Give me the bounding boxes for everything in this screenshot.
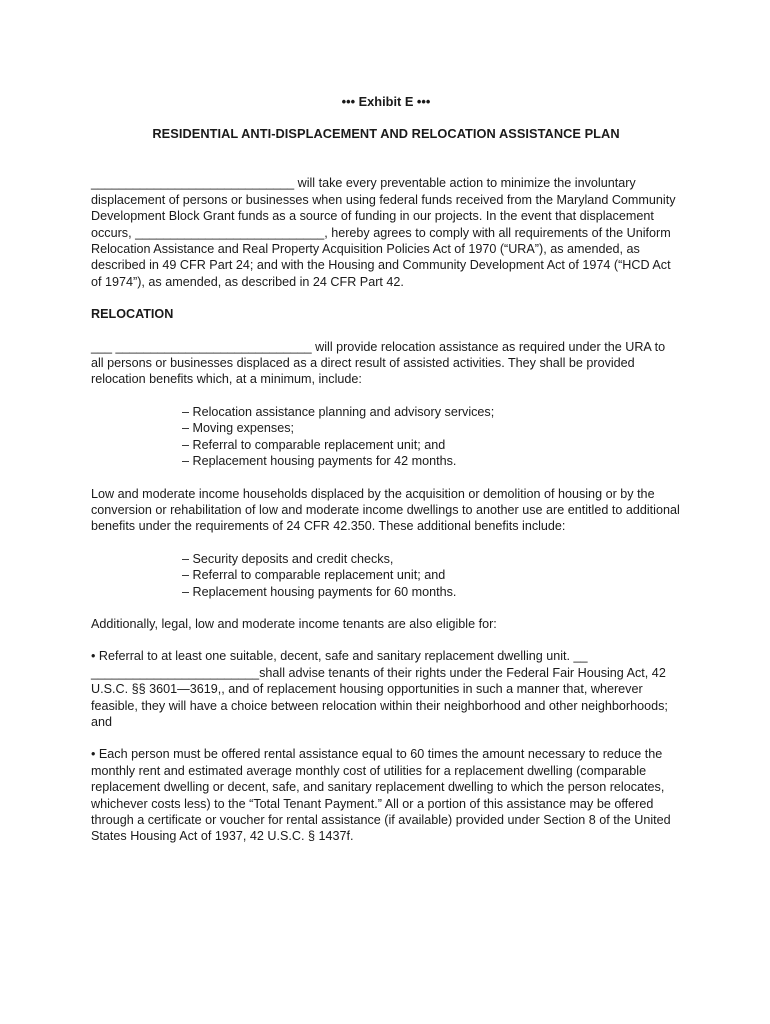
list-item: – Referral to comparable replacement unit; and: [182, 568, 446, 583]
additional-benefits-list: [182, 551, 681, 600]
rental-assistance-paragraph: • Each person must be offered rental assistance equal to 60 times the amount necessary to reduce the monthly rent and estimated average monthly cost of utilities for a replacement dwelling (comparable replacement dwelling or decent, safe, and sanitary replacement dwelling to which the person relocates, whichever costs less) to the “Total Tenant Payment.” All or a portion of this assistance may be offered through a certificate or voucher for rental assistance (if available) provided under Section 8 of the United States Housing Act of 1937, 42 U.S.C. § 1437f.: [91, 747, 671, 844]
list-item: – Moving expenses;: [182, 421, 295, 436]
relocation-benefits-list: [182, 404, 681, 470]
list-item: – Security deposits and credit checks,: [182, 551, 394, 566]
low-income-paragraph: Low and moderate income households displaced by the acquisition or demolition of housing or by the conversion or rehabilitation of low and moderate income dwellings to another use are entitled to additional benefits under the requirements of 24 CFR 42.350. These additional benefits include:: [91, 486, 680, 534]
referral-paragraph: • Referral to at least one suitable, decent, safe and sanitary replacement dwelling unit. __ ________________________shall advise tenants of their rights under the Federal Fair Housing Act, 42 U.S.C. §§ 3601—3619,, and of replacement housing opportunities in such a manner that, wherever feasible, they will have a choice between relocation within their neighborhood and other neighborhoods; and: [91, 649, 668, 729]
document-title: RESIDENTIAL ANTI-DISPLACEMENT AND RELOCATION ASSISTANCE PLAN: [152, 126, 620, 141]
document-page: [91, 94, 681, 845]
tenants-paragraph: Additionally, legal, low and moderate income tenants are also eligible for:: [91, 616, 497, 631]
list-item: – Replacement housing payments for 60 months.: [182, 584, 457, 599]
list-item: – Referral to comparable replacement unit; and: [182, 437, 446, 452]
list-item: – Relocation assistance planning and advisory services;: [182, 404, 495, 419]
list-item: – Replacement housing payments for 42 months.: [182, 454, 457, 469]
intro-paragraph: _____________________________ will take every preventable action to minimize the involuntary displacement of persons or businesses when using federal funds received from the Maryland Community Development Block Grant funds as a source of funding in our projects. In the event that displacement occurs, ___________________________, hereby agrees to comply with all requirements of the Uniform Relocation Assistance and Real Property Acquisition Policies Act of 1970 (“URA”), as amended, as described in 49 CFR Part 24; and with the Housing and Community Development Act of 1974 (“HCD Act of 1974”), as amended, as described in 24 CFR Part 42.: [91, 176, 676, 289]
relocation-paragraph: ___ ____________________________ will provide relocation assistance as required under the URA to all persons or businesses displaced as a direct result of assisted activities. They shall be provided relocation benefits which, at a minimum, include:: [91, 339, 666, 387]
relocation-heading: RELOCATION: [91, 307, 174, 322]
exhibit-heading: ••• Exhibit E •••: [341, 94, 431, 109]
